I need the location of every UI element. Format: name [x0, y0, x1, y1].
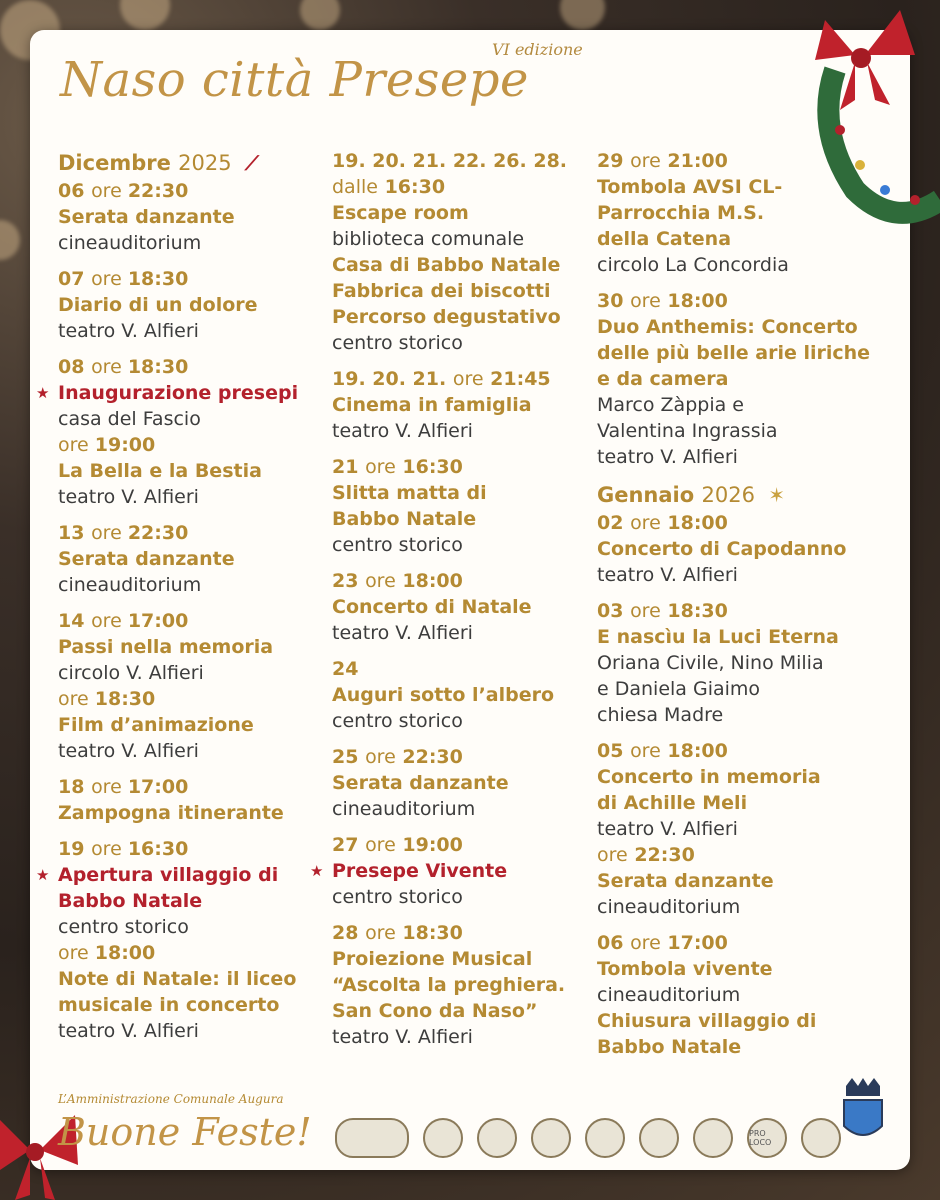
event-title: [332, 506, 602, 532]
event-day: 23: [332, 570, 366, 592]
event-title-text: Zampogna itinerante: [58, 802, 284, 824]
event-venue: teatro V. Alfieri: [332, 1026, 473, 1048]
event-title: Duo Anthemis: Concerto: [597, 316, 858, 338]
event-time: 18:00: [660, 512, 728, 534]
event-venue: circolo La Concordia: [597, 254, 789, 276]
event-datetime: [58, 266, 328, 292]
event-datetime: [597, 148, 897, 174]
event-ore: ore: [365, 570, 396, 592]
event-title: Parrocchia M.S.: [597, 202, 765, 224]
event-title-text: Serata danzante: [58, 206, 235, 228]
event-title: [332, 200, 602, 226]
event-venue: e Daniela Giaimo: [597, 678, 761, 700]
event-ore: ore: [365, 834, 396, 856]
spacer: [597, 278, 897, 288]
event-title: [332, 770, 602, 796]
spacer: [58, 826, 328, 836]
event-title-text: “Ascolta la preghiera.: [332, 974, 566, 996]
event-title-text: Percorso degustativo: [332, 306, 561, 328]
event-title-text: San Cono da Naso”: [332, 1000, 538, 1022]
star-icon: ★: [310, 862, 324, 880]
bokeh-light: [560, 0, 605, 30]
event-venue: cineauditorium: [58, 232, 202, 254]
event-ore: ore: [630, 932, 661, 954]
event-list: [310, 148, 602, 1050]
event-time: 16:30: [127, 838, 189, 860]
footer-line: L’Amministrazione Comunale Augura: [58, 1092, 284, 1106]
event-datetime: [58, 836, 328, 862]
sponsor-logo: [423, 1118, 463, 1158]
event-time: 19:00: [94, 434, 156, 456]
event-day: 05: [597, 740, 631, 762]
event-time: 21:00: [660, 150, 728, 172]
event-day: 06: [58, 180, 92, 202]
bokeh-light: [0, 220, 20, 260]
sponsor-logo: [693, 1118, 733, 1158]
spacer: [597, 728, 897, 738]
month-name: Dicembre: [58, 151, 171, 175]
event-venue: teatro V. Alfieri: [58, 740, 199, 762]
event-ore: ore: [365, 746, 396, 768]
sponsor-logo: [585, 1118, 625, 1158]
event-day: 18: [58, 776, 92, 798]
event-day: 19. 20. 21.: [332, 368, 453, 390]
spacer: [332, 910, 602, 920]
event-day: 21: [332, 456, 366, 478]
event-datetime: 24: [332, 658, 359, 680]
event-datetime: [58, 432, 328, 458]
event-venue: centro storico: [58, 916, 189, 938]
event-title-text: Casa di Babbo Natale: [332, 254, 561, 276]
event-title-text: Proiezione Musical: [332, 948, 533, 970]
event-title: [58, 712, 328, 738]
event-venue: biblioteca comunale: [332, 228, 525, 250]
event-title: della Catena: [597, 228, 732, 250]
spacer: [58, 598, 328, 608]
event-datetime: [58, 608, 328, 634]
event-title: delle più belle arie liriche: [597, 342, 871, 364]
event-title: [58, 966, 328, 992]
event-venue: chiesa Madre: [597, 704, 724, 726]
event-day: 19: [58, 838, 92, 860]
sponsor-logo: [335, 1118, 409, 1158]
star-icon: ★: [36, 384, 50, 402]
event-datetime: [332, 454, 602, 480]
event-day: 30: [597, 290, 631, 312]
event-venue: centro storico: [332, 534, 463, 556]
event-day: 03: [597, 600, 631, 622]
event-title-text: Film d’animazione: [58, 714, 254, 736]
event-title: Concerto in memoria: [597, 766, 821, 788]
event-title: [58, 634, 328, 660]
event-time: 21:45: [483, 368, 551, 390]
sponsor-logos: [335, 1118, 841, 1158]
event-day: 25: [332, 746, 366, 768]
event-venue: circolo V. Alfieri: [58, 662, 204, 684]
event-datetime: 19. 20. 21. 22. 26. 28.: [332, 150, 568, 172]
event-title-text: Cinema in famiglia: [332, 394, 532, 416]
event-time: 17:00: [127, 776, 189, 798]
event-day: 02: [597, 512, 631, 534]
edition-label: VI edizione: [492, 40, 583, 59]
event-datetime: [597, 510, 897, 536]
event-time: 16:30: [377, 176, 446, 198]
event-time: 19:00: [395, 834, 463, 856]
star-icon: ★: [36, 866, 50, 884]
event-venue: centro storico: [332, 710, 463, 732]
event-title: [332, 972, 602, 998]
sponsor-logo: [477, 1118, 517, 1158]
event-title: Serata danzante: [597, 870, 774, 892]
municipal-crest-icon: [838, 1078, 888, 1148]
event-title: [58, 458, 328, 484]
sponsor-logo: [531, 1118, 571, 1158]
event-time: 18:00: [94, 942, 156, 964]
event-venue: casa del Fascio: [58, 408, 201, 430]
event-title: Chiusura villaggio di: [597, 1010, 817, 1032]
spacer: [332, 444, 602, 454]
event-day: 07: [58, 268, 92, 290]
event-venue: Valentina Ingrassia: [597, 420, 778, 442]
event-title-text: Serata danzante: [58, 548, 235, 570]
sponsor-logo: [801, 1118, 841, 1158]
spacer: [597, 588, 897, 598]
event-datetime: [597, 598, 897, 624]
event-title: di Achille Meli: [597, 792, 748, 814]
spacer: [597, 920, 897, 930]
spacer: [332, 356, 602, 366]
event-title: e da camera: [597, 368, 729, 390]
event-list: [597, 510, 897, 1060]
event-title: [332, 252, 602, 278]
event-ore: ore: [630, 740, 661, 762]
event-title-text: Passi nella memoria: [58, 636, 274, 658]
event-datetime: [58, 354, 328, 380]
event-time: 22:30: [127, 180, 189, 202]
event-day: 27: [332, 834, 366, 856]
event-time: 17:00: [127, 610, 189, 632]
event-title: [310, 858, 602, 884]
event-ore: ore: [597, 844, 628, 866]
event-title-text: Apertura villaggio di: [58, 864, 279, 886]
event-time: 18:30: [127, 268, 189, 290]
event-venue: cineauditorium: [332, 798, 476, 820]
event-title-text: La Bella e la Bestia: [58, 460, 262, 482]
event-datetime: [597, 738, 897, 764]
column-december-1: [36, 148, 328, 1044]
event-ore: ore: [630, 290, 661, 312]
event-title: [332, 946, 602, 972]
event-ore: ore: [91, 610, 128, 632]
event-title: E nascìu la Luci Eterna: [597, 626, 839, 648]
event-time: 18:30: [94, 688, 156, 710]
event-title-text: musicale in concerto: [58, 994, 280, 1016]
event-ore: ore: [91, 522, 128, 544]
event-list: [36, 178, 328, 1044]
spacer: [58, 764, 328, 774]
month-heading: [58, 148, 328, 178]
event-ore: ore: [91, 838, 128, 860]
event-title-text: Auguri sotto l’albero: [332, 684, 555, 706]
event-time: 18:30: [395, 922, 463, 944]
event-time: 22:30: [127, 522, 189, 544]
event-ore: ore: [630, 600, 661, 622]
event-ore: ore: [91, 356, 128, 378]
event-title-text: Escape room: [332, 202, 469, 224]
event-ore: ore: [452, 368, 484, 390]
event-title: [58, 204, 328, 230]
event-title-text: Fabbrica dei biscotti: [332, 280, 551, 302]
event-list: [597, 148, 897, 470]
event-title: [58, 800, 328, 826]
event-ore: ore: [365, 922, 396, 944]
event-title: [332, 304, 602, 330]
event-ore: ore: [58, 434, 95, 456]
event-title: [332, 278, 602, 304]
event-title: [332, 998, 602, 1024]
event-datetime: [597, 930, 897, 956]
pro-loco-logo: PRO LOCO: [747, 1118, 787, 1158]
event-ore: ore: [91, 776, 128, 798]
sparkle-icon: ✶: [768, 483, 786, 507]
event-title: [36, 380, 328, 406]
event-title: [58, 888, 328, 914]
event-datetime: [58, 940, 328, 966]
event-title-text: Presepe Vivente: [332, 860, 508, 882]
footer-greeting: Buone Feste!: [58, 1110, 312, 1154]
event-day: 06: [597, 932, 631, 954]
event-ore: dalle: [332, 176, 378, 198]
event-venue: teatro V. Alfieri: [597, 564, 738, 586]
event-title: [58, 992, 328, 1018]
spacer: [332, 558, 602, 568]
event-title: Concerto di Capodanno: [597, 538, 847, 560]
event-ore: ore: [91, 180, 128, 202]
spacer: [332, 734, 602, 744]
event-venue: teatro V. Alfieri: [597, 818, 738, 840]
event-venue: centro storico: [332, 332, 463, 354]
event-datetime: [332, 744, 602, 770]
event-title-text: Serata danzante: [332, 772, 509, 794]
event-title-text: Inaugurazione presepi: [58, 382, 299, 404]
event-title: Tombola vivente: [597, 958, 773, 980]
event-venue: cineauditorium: [597, 984, 741, 1006]
column-december-january: [597, 148, 897, 1060]
event-venue: teatro V. Alfieri: [58, 1020, 199, 1042]
event-time: 18:30: [660, 600, 728, 622]
event-title-text: Babbo Natale: [58, 890, 203, 912]
event-title: [58, 292, 328, 318]
event-title: [36, 862, 328, 888]
event-venue: centro storico: [332, 886, 463, 908]
event-title: Babbo Natale: [597, 1036, 742, 1058]
event-time: 18:00: [660, 290, 728, 312]
event-title: [332, 480, 602, 506]
event-venue: Marco Zàppia e: [597, 394, 744, 416]
event-title: [332, 392, 602, 418]
event-datetime: [332, 920, 602, 946]
event-day: 29: [597, 150, 631, 172]
event-title-text: Concerto di Natale: [332, 596, 532, 618]
event-datetime: [597, 288, 897, 314]
event-venue: teatro V. Alfieri: [597, 446, 738, 468]
column-december-2: [310, 148, 602, 1050]
month-name: Gennaio: [597, 483, 695, 507]
candy-cane-icon: ⟋: [244, 151, 259, 175]
event-datetime: [597, 842, 897, 868]
event-title: [58, 546, 328, 572]
bokeh-light: [120, 0, 170, 30]
bokeh-light: [300, 0, 340, 30]
event-datetime: [58, 520, 328, 546]
event-venue: teatro V. Alfieri: [332, 622, 473, 644]
event-datetime: [58, 178, 328, 204]
event-ore: ore: [630, 150, 661, 172]
month-heading: [597, 480, 897, 510]
event-datetime: [58, 686, 328, 712]
event-time: 18:30: [127, 356, 189, 378]
event-venue: cineauditorium: [597, 896, 741, 918]
event-datetime: [58, 774, 328, 800]
event-venue: teatro V. Alfieri: [58, 320, 199, 342]
spacer: [332, 822, 602, 832]
event-venue: Oriana Civile, Nino Milia: [597, 652, 824, 674]
event-datetime: [332, 832, 602, 858]
event-ore: ore: [365, 456, 396, 478]
event-venue: teatro V. Alfieri: [58, 486, 199, 508]
event-time: 18:00: [395, 570, 463, 592]
event-ore: ore: [58, 688, 95, 710]
event-day: 14: [58, 610, 92, 632]
event-title-text: Diario di un dolore: [58, 294, 258, 316]
event-time: 17:00: [660, 932, 728, 954]
event-datetime: [332, 568, 602, 594]
event-title-text: Babbo Natale: [332, 508, 477, 530]
event-time: 16:30: [395, 456, 463, 478]
event-datetime: [332, 366, 602, 392]
page-title: Naso città Presepe: [60, 52, 529, 108]
event-day: 08: [58, 356, 92, 378]
event-datetime: [332, 174, 602, 200]
event-title-text: Slitta matta di: [332, 482, 487, 504]
event-ore: ore: [630, 512, 661, 534]
event-time: 22:30: [395, 746, 463, 768]
event-time: 22:30: [627, 844, 695, 866]
event-day: 13: [58, 522, 92, 544]
event-ore: ore: [58, 942, 95, 964]
event-title: [332, 594, 602, 620]
event-day: 28: [332, 922, 366, 944]
sponsor-logo: [639, 1118, 679, 1158]
event-title: Tombola AVSI CL-: [597, 176, 783, 198]
spacer: [332, 646, 602, 656]
month-year: 2026: [701, 483, 755, 507]
spacer: [58, 256, 328, 266]
spacer: [58, 510, 328, 520]
event-venue: teatro V. Alfieri: [332, 420, 473, 442]
event-time: 18:00: [660, 740, 728, 762]
event-ore: ore: [91, 268, 128, 290]
event-title-text: Note di Natale: il liceo: [58, 968, 297, 990]
event-title: [332, 682, 602, 708]
event-venue: cineauditorium: [58, 574, 202, 596]
spacer: [58, 344, 328, 354]
month-year: 2025: [178, 151, 232, 175]
